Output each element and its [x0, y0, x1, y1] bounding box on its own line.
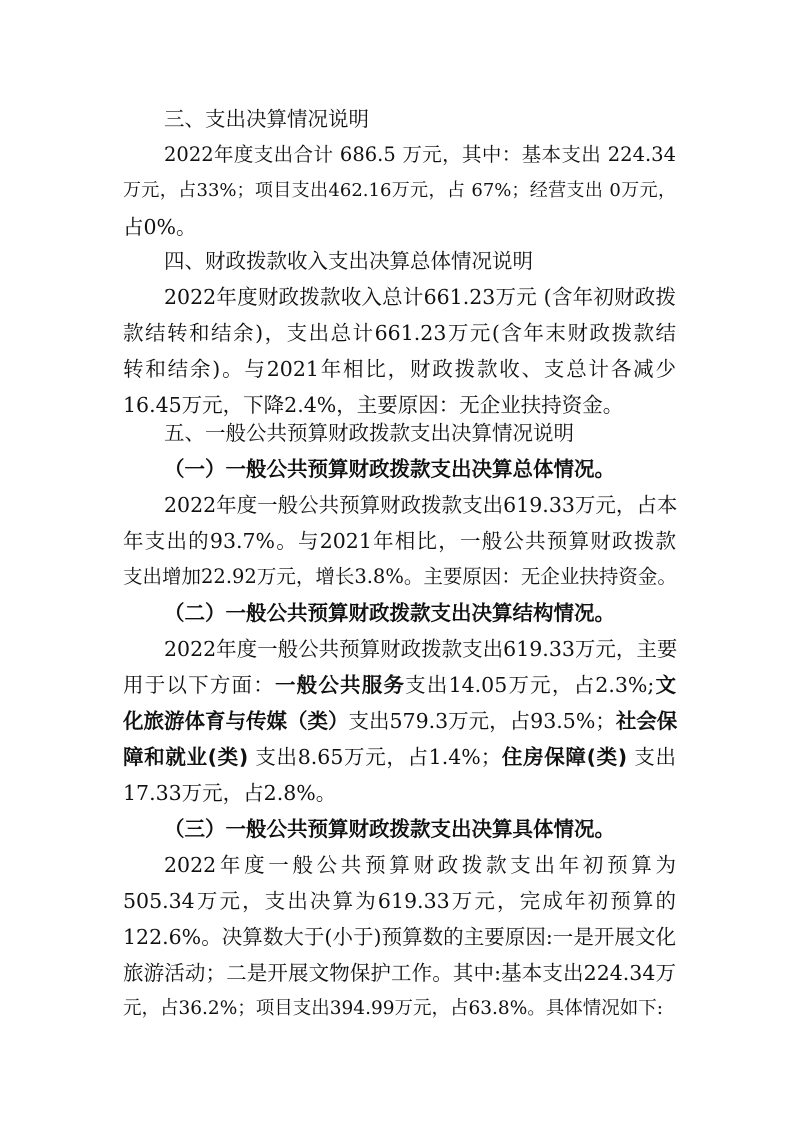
section-expenditure	[123, 101, 676, 137]
category-name: 一般公共服务	[274, 673, 406, 697]
section-general-budget	[123, 415, 676, 1027]
category-name: 文	[654, 673, 677, 697]
category-name: 化旅游体育与传媒（类）	[123, 709, 349, 733]
paragraph-line: 2022年度财政拨款收入总计661.23万元 (含年初财政拨	[164, 285, 676, 309]
paragraph-line: 支出增加22.92万元，增长3.8%。主要原因：无企业扶持资金。	[123, 565, 677, 588]
paragraph-line: 17.33万元，占2.8%。	[123, 781, 337, 805]
paragraph-line	[123, 739, 676, 775]
paragraph-line	[123, 667, 676, 703]
subsection-heading: （一）一般公共预算财政拨款支出决算总体情况。	[164, 457, 615, 481]
section-heading: 五、一般公共预算财政拨款支出决算情况说明	[164, 421, 574, 445]
category-name: 社会保	[615, 709, 678, 733]
text-run: 用于以下方面：	[123, 673, 275, 697]
paragraph-line: 款结转和结余)，支出总计661.23万元(含年末财政拨款结	[123, 321, 676, 345]
paragraph-line: 旅游活动；二是开展文物保护工作。其中:基本支出224.34万	[123, 961, 676, 985]
paragraph-line: 2022年度一般公共预算财政拨款支出年初预算为	[164, 853, 676, 877]
paragraph-line: 16.45万元，下降2.4%，主要原因：无企业扶持资金。	[123, 393, 624, 417]
paragraph-line: 万元，占33%；项目支出462.16万元，占 67%；经营支出 0万元，	[123, 180, 676, 201]
text-run: 支出579.3万元，占93.5%；	[348, 709, 616, 733]
category-name: 障和就业(类)	[123, 745, 249, 769]
section-fiscal-overview	[123, 243, 676, 423]
section-heading: 四、财政拨款收入支出决算总体情况说明	[164, 249, 533, 273]
section-expenditure-body	[123, 137, 676, 245]
paragraph-line: 2022年度一般公共预算财政拨款支出619.33万元，占本	[164, 493, 678, 517]
paragraph-line: 占0%。	[123, 215, 197, 239]
section-heading: 三、支出决算情况说明	[164, 107, 369, 131]
paragraph-line: 元，占36.2%；项目支出394.99万元，占63.8%。具体情况如下:	[123, 998, 664, 1019]
paragraph-line: 2022年度一般公共预算财政拨款支出619.33万元，主要	[164, 637, 678, 661]
paragraph-line	[123, 703, 676, 739]
paragraph-line: 年支出的93.7%。与2021年相比，一般公共预算财政拨款	[123, 529, 676, 553]
subsection-heading: （二）一般公共预算财政拨款支出决算结构情况。	[164, 601, 615, 625]
paragraph-line: 122.6%。决算数大于(小于)预算数的主要原因:一是开展文化	[123, 925, 676, 949]
text-run: 支出8.65万元，占1.4%；	[248, 745, 502, 769]
paragraph-line: 2022年度支出合计 686.5 万元，其中：基本支出 224.34	[164, 143, 676, 166]
paragraph-line: 505.34万元，支出决算为619.33万元，完成年初预算的	[123, 889, 676, 913]
subsection-heading: （三）一般公共预算财政拨款支出决算具体情况。	[164, 817, 615, 841]
paragraph-line: 转和结余)。与2021年相比，财政拨款收、支总计各减少	[123, 357, 676, 381]
text-run: 支出14.05万元，占2.3%;	[405, 673, 655, 697]
category-name: 住房保障(类)	[501, 745, 628, 769]
text-run: 支出	[627, 745, 676, 769]
